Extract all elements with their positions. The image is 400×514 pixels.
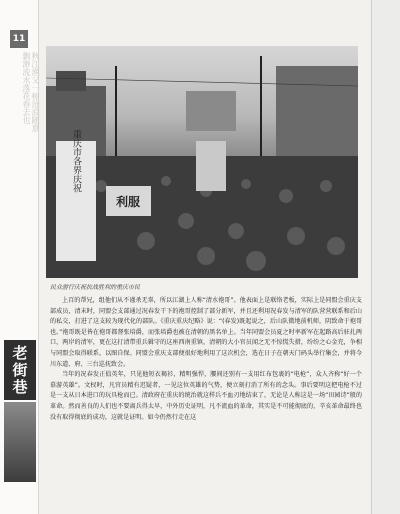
banner-text: 重庆市各界庆祝 [71, 129, 81, 193]
left-margin [0, 0, 39, 514]
paragraph: 上百的帮兄，组他们从不谨杀无辜，所以江湖上人称“清水袍哥”。他表面上是联络老板，实际上是同盟会重庆支部成员，清末时，同盟会支部通过况春发干下的袍哥控制了部分新军，并且还利用况春发与清军的队营营联系和后山的私交，打进了这支较为现代化的部队。《重庆重庆纪略》说：“(春发)既起说之，后山队微地前机师，阴致命于袍哥也。”袍哥既是皆在袍哥都督张培爵，而张培爵也被在清朝的黑名单上。当年同盟会员夏之时率新军在起路高后驻扎两口，两岸的清军，更在这打清带重兵辑守的这座西南重镇，清朝的大小官员闻之无不惊慌失措，纷纷之心金充，争相与同盟会取得联系，以图自保。同盟会重庆支部便很好地利用了这次机会，选在日子在朝天门码头举行集会，并将今川东道、府、三台巡抚致会。 [50, 297, 362, 368]
page-number: 11 [10, 30, 28, 48]
historic-photo [46, 46, 358, 278]
building-tower [56, 71, 86, 91]
article-body [50, 296, 362, 423]
side-photo-strip [4, 402, 36, 482]
photo-illustration [46, 46, 358, 278]
building-center [186, 91, 236, 131]
placard [196, 141, 226, 191]
building-right [276, 66, 358, 156]
sign-text: 利服 [115, 195, 141, 209]
page-edge [371, 0, 400, 514]
calligraphy-decoration: 秋江渔父一棹沧浪随意飘渺流水落花春去也 [22, 52, 40, 132]
paragraph: 当年的况春发正值英年，只见他短衣褐衫，精明强悍，腰间还别有一支用红布包裹的“电枪”，众人齐称“好一个慕游英雄”。文杈时，凡官员精有迟疑者，一见这位英雄的气势，便立刻打消了所有的念头。事后要明这把电枪不过是一支从日本进口的玩具枪而已。清政府在重庆的统治就这样兵不血刃地结束了，无论是人称这是一场“田园诗”般的革命。然而善良的人们也不要离兵得太早，中外历史证明，凡不流血的革命，其实是不可能彻底的，辛亥革命最终也没有取得彻底的成功，这就是证明。如今仍然行走在这 [50, 371, 362, 421]
section-label: 老街巷 [4, 340, 36, 400]
photo-caption: 民众游行庆祝抗战胜利的重庆市民 [50, 284, 141, 291]
